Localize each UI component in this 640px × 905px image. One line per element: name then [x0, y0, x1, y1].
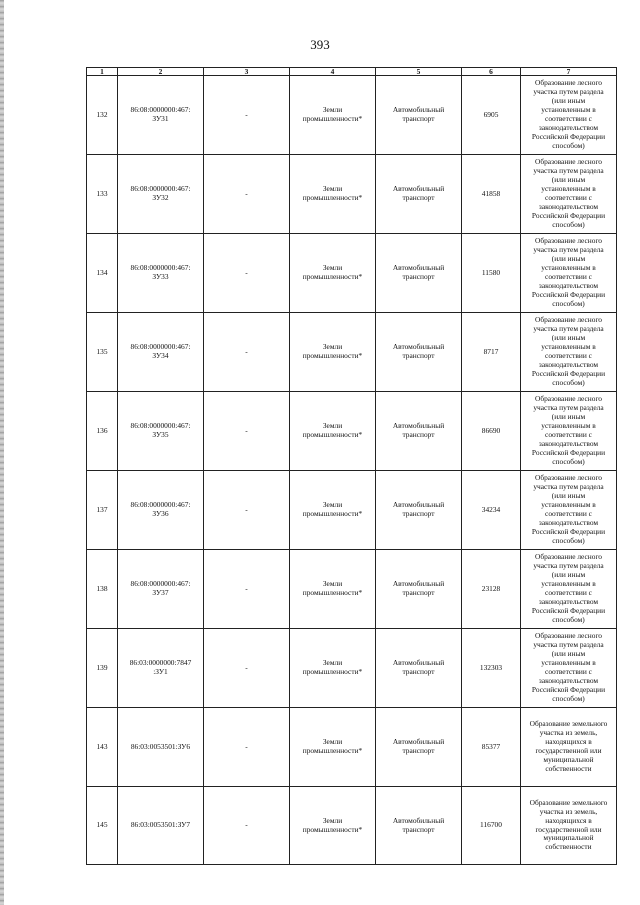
table-row [87, 392, 617, 471]
row-number: 135 [87, 313, 118, 392]
formation-method: Образование земельного участка из земель, находящихся в государственной или муниципальной собственности [521, 787, 617, 865]
permitted-use: Автомобильный транспорт [376, 550, 462, 629]
column-3-value: - [204, 392, 290, 471]
table-row [87, 629, 617, 708]
row-number: 143 [87, 708, 118, 787]
table-row [87, 708, 617, 787]
plot-area: 132303 [462, 629, 521, 708]
cadastral-number: 86:08:0000000:467: ЗУ36 [118, 471, 204, 550]
row-number: 134 [87, 234, 118, 313]
cadastral-number: 86:08:0000000:467: ЗУ31 [118, 76, 204, 155]
land-category: Земли промышленности* [290, 155, 376, 234]
permitted-use: Автомобильный транспорт [376, 155, 462, 234]
column-3-value: - [204, 708, 290, 787]
plot-area: 116700 [462, 787, 521, 865]
scan-edge [0, 0, 4, 905]
formation-method: Образование лесного участка путем раздела (или иным установленным в соответствии с законодательством Российской Федерации способом) [521, 629, 617, 708]
plot-area: 23128 [462, 550, 521, 629]
land-category: Земли промышленности* [290, 629, 376, 708]
plot-area: 6905 [462, 76, 521, 155]
permitted-use: Автомобильный транспорт [376, 471, 462, 550]
column-header: 1 [87, 68, 118, 76]
table-header-row [87, 68, 617, 76]
cadastral-number: 86:03:0053501:ЗУ7 [118, 787, 204, 865]
formation-method: Образование лесного участка путем раздела (или иным установленным в соответствии с законодательством Российской Федерации способом) [521, 234, 617, 313]
cadastral-number: 86:08:0000000:467: ЗУ34 [118, 313, 204, 392]
row-number: 138 [87, 550, 118, 629]
land-plots-table [86, 67, 617, 865]
column-3-value: - [204, 787, 290, 865]
formation-method: Образование лесного участка путем раздела (или иным установленным в соответствии с законодательством Российской Федерации способом) [521, 471, 617, 550]
permitted-use: Автомобильный транспорт [376, 787, 462, 865]
column-3-value: - [204, 629, 290, 708]
table-row [87, 76, 617, 155]
formation-method: Образование лесного участка путем раздела (или иным установленным в соответствии с законодательством Российской Федерации способом) [521, 76, 617, 155]
permitted-use: Автомобильный транспорт [376, 629, 462, 708]
cadastral-number: 86:08:0000000:467: ЗУ35 [118, 392, 204, 471]
column-3-value: - [204, 155, 290, 234]
land-category: Земли промышленности* [290, 76, 376, 155]
land-category: Земли промышленности* [290, 471, 376, 550]
column-header: 4 [290, 68, 376, 76]
plot-area: 34234 [462, 471, 521, 550]
column-3-value: - [204, 313, 290, 392]
table-row [87, 471, 617, 550]
land-category: Земли промышленности* [290, 313, 376, 392]
table-body [87, 76, 617, 865]
row-number: 132 [87, 76, 118, 155]
cadastral-number: 86:08:0000000:467: ЗУ33 [118, 234, 204, 313]
permitted-use: Автомобильный транспорт [376, 76, 462, 155]
column-header: 5 [376, 68, 462, 76]
row-number: 133 [87, 155, 118, 234]
formation-method: Образование лесного участка путем раздела (или иным установленным в соответствии с законодательством Российской Федерации способом) [521, 155, 617, 234]
plot-area: 85377 [462, 708, 521, 787]
column-3-value: - [204, 550, 290, 629]
cadastral-number: 86:03:0000000:7847 :ЗУ1 [118, 629, 204, 708]
column-header: 2 [118, 68, 204, 76]
land-category: Земли промышленности* [290, 392, 376, 471]
formation-method: Образование лесного участка путем раздела (или иным установленным в соответствии с законодательством Российской Федерации способом) [521, 550, 617, 629]
formation-method: Образование земельного участка из земель, находящихся в государственной или муниципальной собственности [521, 708, 617, 787]
land-category: Земли промышленности* [290, 787, 376, 865]
plot-area: 8717 [462, 313, 521, 392]
formation-method: Образование лесного участка путем раздела (или иным установленным в соответствии с законодательством Российской Федерации способом) [521, 313, 617, 392]
column-3-value: - [204, 76, 290, 155]
permitted-use: Автомобильный транспорт [376, 234, 462, 313]
row-number: 137 [87, 471, 118, 550]
row-number: 139 [87, 629, 118, 708]
formation-method: Образование лесного участка путем раздела (или иным установленным в соответствии с законодательством Российской Федерации способом) [521, 392, 617, 471]
plot-area: 11580 [462, 234, 521, 313]
land-category: Земли промышленности* [290, 708, 376, 787]
column-header: 7 [521, 68, 617, 76]
table-row [87, 550, 617, 629]
cadastral-number: 86:08:0000000:467: ЗУ37 [118, 550, 204, 629]
permitted-use: Автомобильный транспорт [376, 392, 462, 471]
table-row [87, 155, 617, 234]
column-3-value: - [204, 471, 290, 550]
plot-area: 41858 [462, 155, 521, 234]
column-header: 3 [204, 68, 290, 76]
land-category: Земли промышленности* [290, 550, 376, 629]
table-row [87, 787, 617, 865]
column-3-value: - [204, 234, 290, 313]
row-number: 145 [87, 787, 118, 865]
page-number: 393 [310, 37, 330, 52]
table-row [87, 234, 617, 313]
cadastral-number: 86:03:0053501:ЗУ6 [118, 708, 204, 787]
permitted-use: Автомобильный транспорт [376, 708, 462, 787]
plot-area: 86690 [462, 392, 521, 471]
row-number: 136 [87, 392, 118, 471]
table-row [87, 313, 617, 392]
permitted-use: Автомобильный транспорт [376, 313, 462, 392]
column-header: 6 [462, 68, 521, 76]
land-category: Земли промышленности* [290, 234, 376, 313]
cadastral-number: 86:08:0000000:467: ЗУ32 [118, 155, 204, 234]
